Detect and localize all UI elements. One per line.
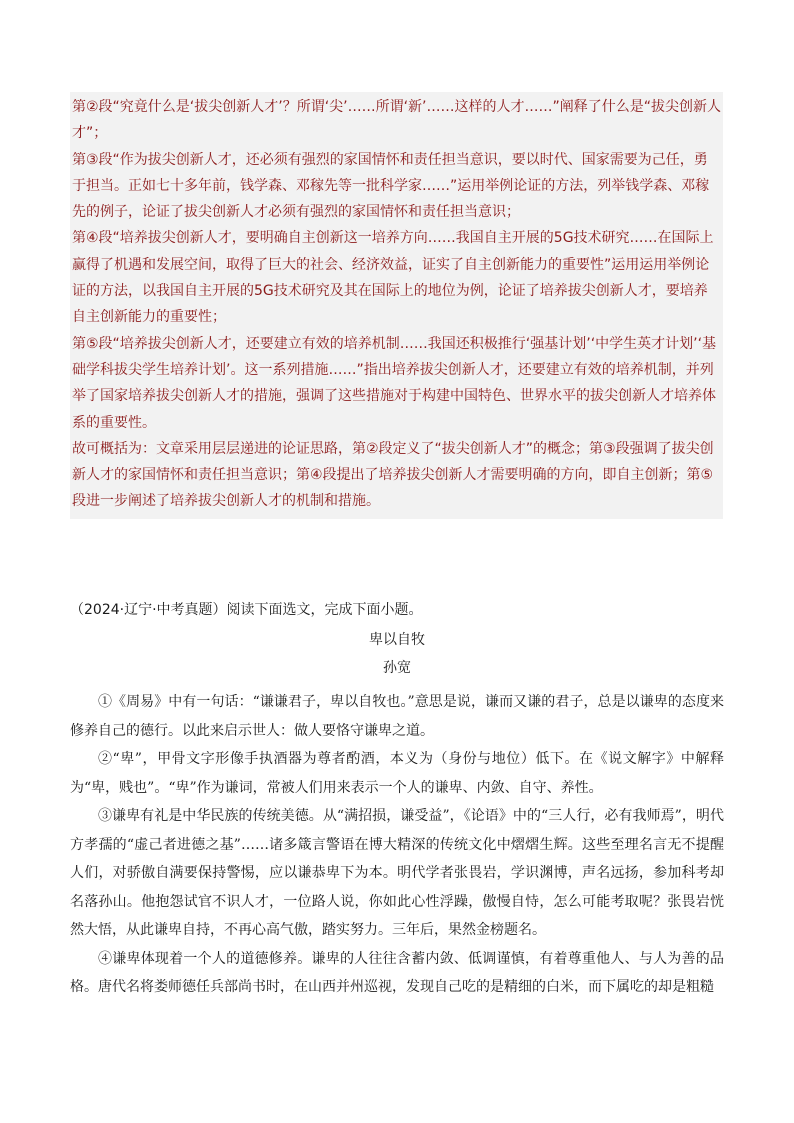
- article-paragraph-1: ①《周易》中有一句话：“谦谦君子，卑以自牧也。”意思是说，谦而又谦的君子，总是以谦卑的态度来修养自己的德行。以此来启示世人：做人要恪守谦卑之道。: [70, 694, 724, 739]
- article-body: [70, 688, 724, 1002]
- analysis-para3: 第③段“作为拔尖创新人才，还必须有强烈的家国情怀和责任担当意识，要以时代、国家需要为己任，勇于担当。正如七十多年前，钱学森、邓稼先等一批科学家……”运用举例论证的方法，列举钱学森、邓稼先的例子，论证了拔尖创新人才必须有强烈的家国情怀和责任担当意识；: [72, 151, 710, 221]
- article-paragraph-3: ③谦卑有礼是中华民族的传统美德。从“满招损，谦受益”，《论语》中的“三人行，必有我师焉”，明代方孝孺的“虚己者进德之基”……诸多箴言警语在博大精深的传统文化中熠熠生辉。这些至理名言无不提醒人们，对骄傲自满要保持警惕，应以谦恭卑下为本。明代学者张畏岩，学识渊博，声名远扬，参加科考却名落孙山。他抱怨试官不识人才，一位路人说，你如此心性浮躁，傲慢自恃，怎么可能考取呢？张畏岩恍然大悟，从此谦卑自持，不再心高气傲，踏实努力。三年后，果然金榜题名。: [70, 808, 724, 938]
- analysis-para2: 第②段“究竟什么是‘拔尖创新人才’？所谓‘尖’……所谓‘新’……这样的人才……”阐释了什么是“拔尖创新人才”；: [72, 99, 722, 142]
- answer-analysis: [70, 92, 723, 519]
- analysis-summary: 故可概括为：文章采用层层递进的论证思路，第②段定义了“拔尖创新人才”的概念；第③段强调了拔尖创新人才的家国情怀和责任担当意识；第④段提出了培养拔尖创新人才需要明确的方向，即自主创新；第⑤段进一步阐述了培养拔尖创新人才的机制和措施。: [72, 440, 714, 510]
- analysis-para5: 第⑤段“培养拔尖创新人才，还要建立有效的培养机制……我国还积极推行‘强基计划’‘中学生英才计划’‘基础学科拔尖学生培养计划’。这一系列措施……”指出培养拔尖创新人才，还要建立有效的培养机制，并列举了国家培养拔尖创新人才的措施，强调了这些措施对于构建中国特色、世界水平的拔尖创新人才培养体系的重要性。: [72, 335, 717, 431]
- article-title: 卑以自牧: [369, 632, 425, 648]
- question-source: （2024·辽宁·中考真题）阅读下面选文，完成下面小题。: [70, 602, 423, 618]
- article-paragraph-4: ④谦卑体现着一个人的道德修养。谦卑的人往往含蓄内敛、低调谨慎，有着尊重他人、与人为善的品格。唐代名将娄师德任兵部尚书时，在山西并州巡视，发现自己吃的是精细的白米，而下属吃的却是粗糙: [70, 950, 724, 995]
- article-author: 孙宽: [383, 660, 411, 676]
- analysis-para4: 第④段“培养拔尖创新人才，要明确自主创新这一培养方向……我国自主开展的5G技术研究……在国际上赢得了机遇和发展空间，取得了巨大的社会、经济效益，证实了自主创新能力的重要性”运用运用举例论证的方法，以我国自主开展的5G技术研究及其在国际上的地位为例，论证了培养拔尖创新人才，要培养自主创新能力的重要性；: [72, 230, 714, 326]
- article-paragraph-2: ②“卑”，甲骨文字形像手执酒器为尊者酌酒，本义为（身份与地位）低下。在《说文解字》中解释为“卑，贱也”。“卑”作为谦词，常被人们用来表示一个人的谦卑、内敛、自守、养性。: [70, 751, 724, 796]
